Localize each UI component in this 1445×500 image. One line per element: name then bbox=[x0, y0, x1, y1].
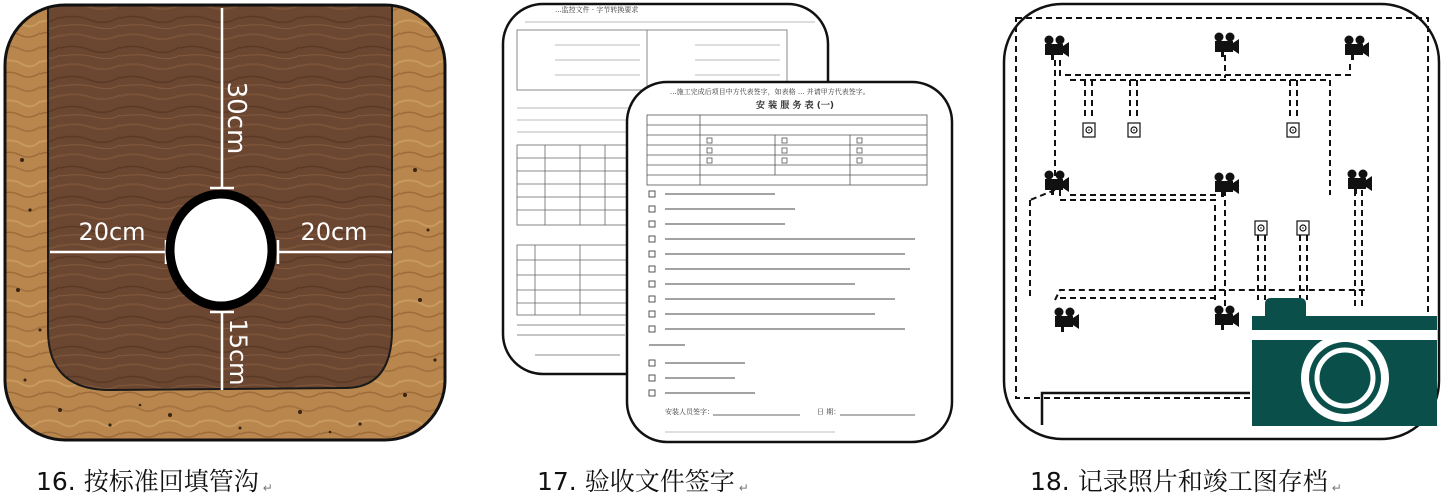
dome-camera-icon bbox=[1297, 221, 1309, 235]
front-document-title: 安 装 服 务 表 (一) bbox=[756, 101, 834, 111]
photo-camera-icon bbox=[1252, 298, 1437, 426]
caption-step-18-text: 18. 记录照片和竣工图存档 bbox=[1030, 467, 1328, 496]
paragraph-mark-icon: ↵ bbox=[1331, 481, 1342, 495]
as-built-drawing-illustration bbox=[1000, 0, 1445, 445]
caption-step-16 bbox=[36, 462, 273, 498]
caption-step-16-text: 16. 按标准回填管沟 bbox=[36, 467, 259, 496]
acceptance-documents-illustration bbox=[495, 0, 955, 445]
dome-camera-icon bbox=[1083, 123, 1095, 137]
front-document-header: ...施工完成后项目中方代表签字，如表格 ... 并请甲方代表签字。 bbox=[670, 88, 870, 96]
caption-step-18 bbox=[1030, 462, 1342, 498]
paragraph-mark-icon: ↵ bbox=[262, 481, 273, 495]
front-document-date-label: 日 期： bbox=[817, 408, 841, 416]
dome-camera-icon bbox=[1255, 221, 1267, 235]
paragraph-mark-icon: ↵ bbox=[738, 481, 749, 495]
dim-bottom-label: 15cm bbox=[224, 318, 252, 386]
dim-top-label: 30cm bbox=[221, 81, 251, 155]
back-document-title: ...监控文件 · 字节转换要求 bbox=[555, 6, 639, 14]
front-document bbox=[627, 82, 952, 442]
trench-backfill-diagram bbox=[0, 0, 450, 445]
pipe-cross-section bbox=[170, 194, 272, 306]
dome-camera-icon bbox=[1287, 123, 1299, 137]
dim-left-label: 20cm bbox=[78, 218, 146, 246]
caption-step-17 bbox=[537, 462, 749, 498]
dome-camera-icon bbox=[1128, 123, 1140, 137]
front-document-signature-label: 安装人员签字： bbox=[665, 408, 714, 416]
dim-right-label: 20cm bbox=[300, 218, 368, 246]
caption-step-17-text: 17. 验收文件签字 bbox=[537, 467, 735, 496]
